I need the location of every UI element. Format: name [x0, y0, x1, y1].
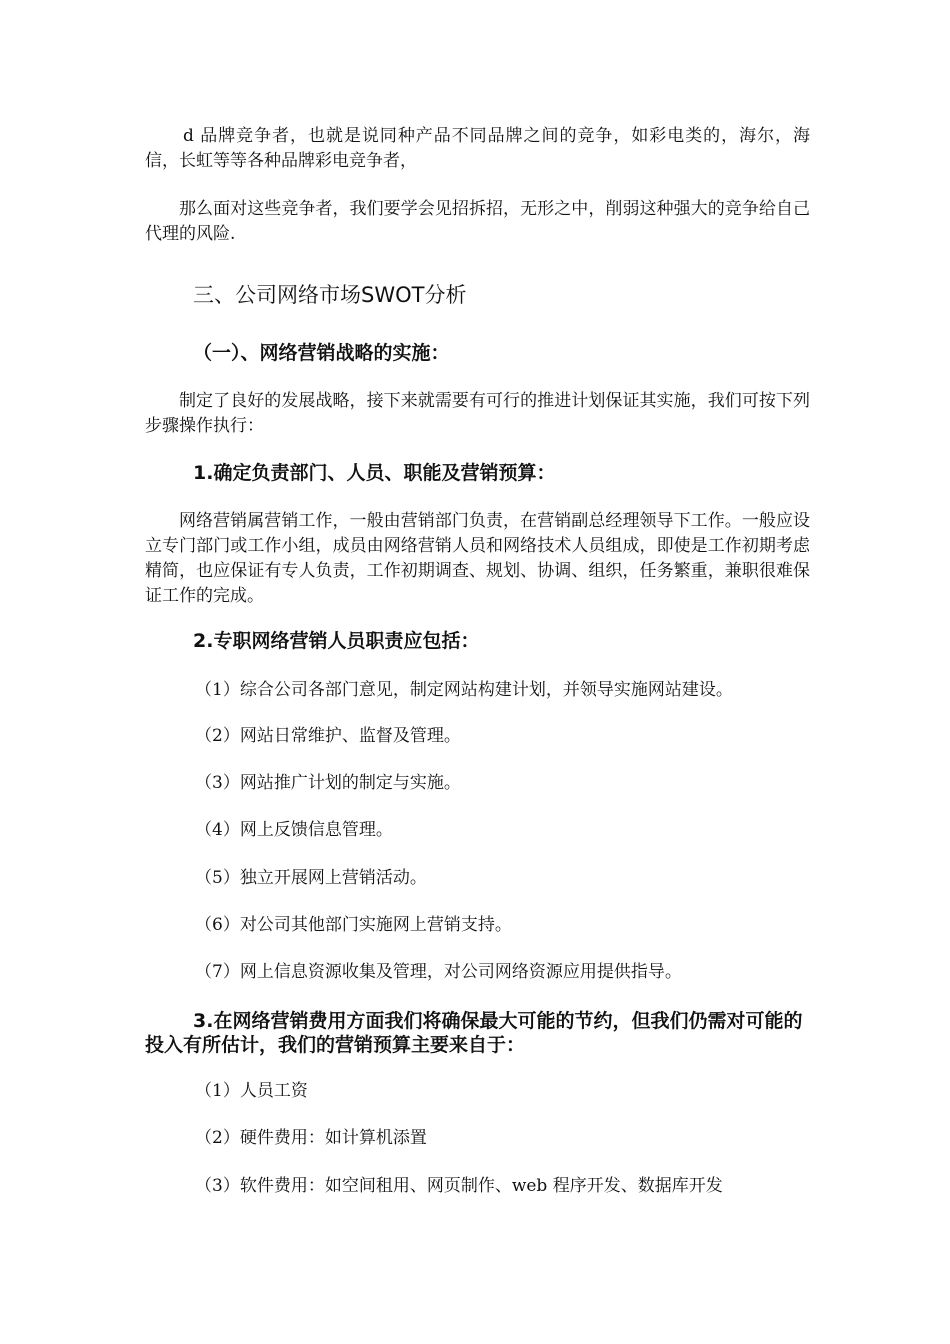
- list-item-duty: （4）网上反馈信息管理。: [195, 820, 393, 840]
- list-item-budget: （1）人员工资: [195, 1081, 308, 1101]
- paragraph-plan: 制定了良好的发展战略，接下来就需要有可行的推进计划保证其实施，我们可按下列步骤操作执行：: [145, 391, 810, 436]
- paragraph-competitors: d 品牌竞争者，也就是说同种产品不同品牌之间的竞争，如彩电类的，海尔，海信，长虹等等各种品牌彩电竞争者，: [145, 126, 810, 171]
- list-item-duty: （1）综合公司各部门意见，制定网站构建计划，并领导实施网站建设。: [195, 680, 733, 700]
- list-item-budget: （3）软件费用：如空间租用、网页制作、web 程序开发、数据库开发: [195, 1176, 723, 1196]
- subsection-heading-strategy: （一）、网络营销战略的实施：: [193, 342, 450, 364]
- list-item-budget: （2）硬件费用：如计算机添置: [195, 1128, 427, 1148]
- heading-budget-sources: 3.在网络营销费用方面我们将确保最大可能的节约，但我们仍需对可能的投入有所估计，我们的营销预算主要来自于：: [145, 1010, 803, 1056]
- section-heading-swot: 三、公司网络市场SWOT分析: [193, 283, 467, 307]
- heading-duties: 2.专职网络营销人员职责应包括：: [193, 630, 480, 652]
- list-item-duty: （3）网站推广计划的制定与实施。: [195, 773, 461, 793]
- paragraph-countermeasures: 那么面对这些竞争者，我们要学会见招拆招，无形之中，削弱这种强大的竞争给自己代理的风险.: [145, 199, 810, 244]
- list-item-duty: （7）网上信息资源收集及管理，对公司网络资源应用提供指导。: [195, 962, 682, 982]
- list-item-duty: （5）独立开展网上营销活动。: [195, 868, 427, 888]
- list-item-duty: （6）对公司其他部门实施网上营销支持。: [195, 915, 512, 935]
- list-item-duty: （2）网站日常维护、监督及管理。: [195, 726, 461, 746]
- heading-department-budget: 1.确定负责部门、人员、职能及营销预算：: [193, 462, 556, 484]
- paragraph-department: 网络营销属营销工作，一般由营销部门负责，在营销副总经理领导下工作。一般应设立专门部门或工作小组，成员由网络营销人员和网络技术人员组成，即使是工作初期考虑精简，也应保证有专人负责，工作初期调查、规划、协调、组织，任务繁重，兼职很难保证工作的完成。: [145, 511, 810, 606]
